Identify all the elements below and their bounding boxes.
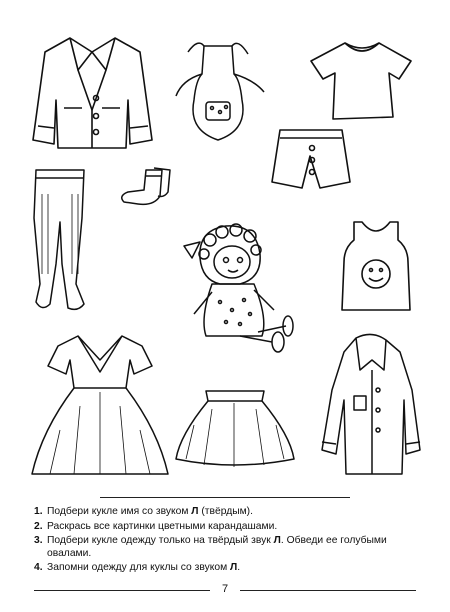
shorts-picture: [268, 124, 353, 194]
letter-l: Л: [191, 506, 199, 517]
jacket-picture: [30, 30, 155, 155]
task-text: Подбери кукле одежду только на твёрдый звук Л. Обведи ее голубыми овалами.: [47, 535, 387, 559]
task-number: 2.: [34, 520, 43, 532]
task-text: Подбери кукле имя со звуком Л (твёрдым).: [47, 506, 253, 517]
task-number: 1.: [34, 506, 43, 517]
page-footer-rule-right: [240, 590, 416, 591]
dress-picture: [30, 330, 170, 480]
task-text: Запомни одежду для куклы со звуком Л.: [47, 562, 241, 574]
page-number: 7: [221, 583, 229, 595]
doll-picture: [170, 218, 295, 356]
coat-picture: [316, 330, 426, 480]
letter-l: Л: [273, 535, 281, 547]
tank-top-picture: [336, 218, 416, 314]
task-item: [34, 535, 429, 560]
t-shirt-picture: [307, 37, 417, 122]
task-list: [34, 506, 429, 577]
task-number: 4.: [34, 562, 43, 574]
socks-picture: [114, 166, 174, 211]
task-item: [34, 506, 429, 519]
letter-l: Л: [230, 562, 238, 574]
skirt-picture: [172, 385, 297, 470]
task-number: 3.: [34, 535, 43, 547]
task-item: [34, 521, 429, 534]
task-text: Раскрась все картинки цветными карандашами.: [47, 520, 278, 532]
answer-line[interactable]: [100, 497, 350, 498]
tights-picture: [28, 164, 93, 314]
task-item: [34, 562, 429, 575]
apron-picture: [168, 40, 268, 145]
